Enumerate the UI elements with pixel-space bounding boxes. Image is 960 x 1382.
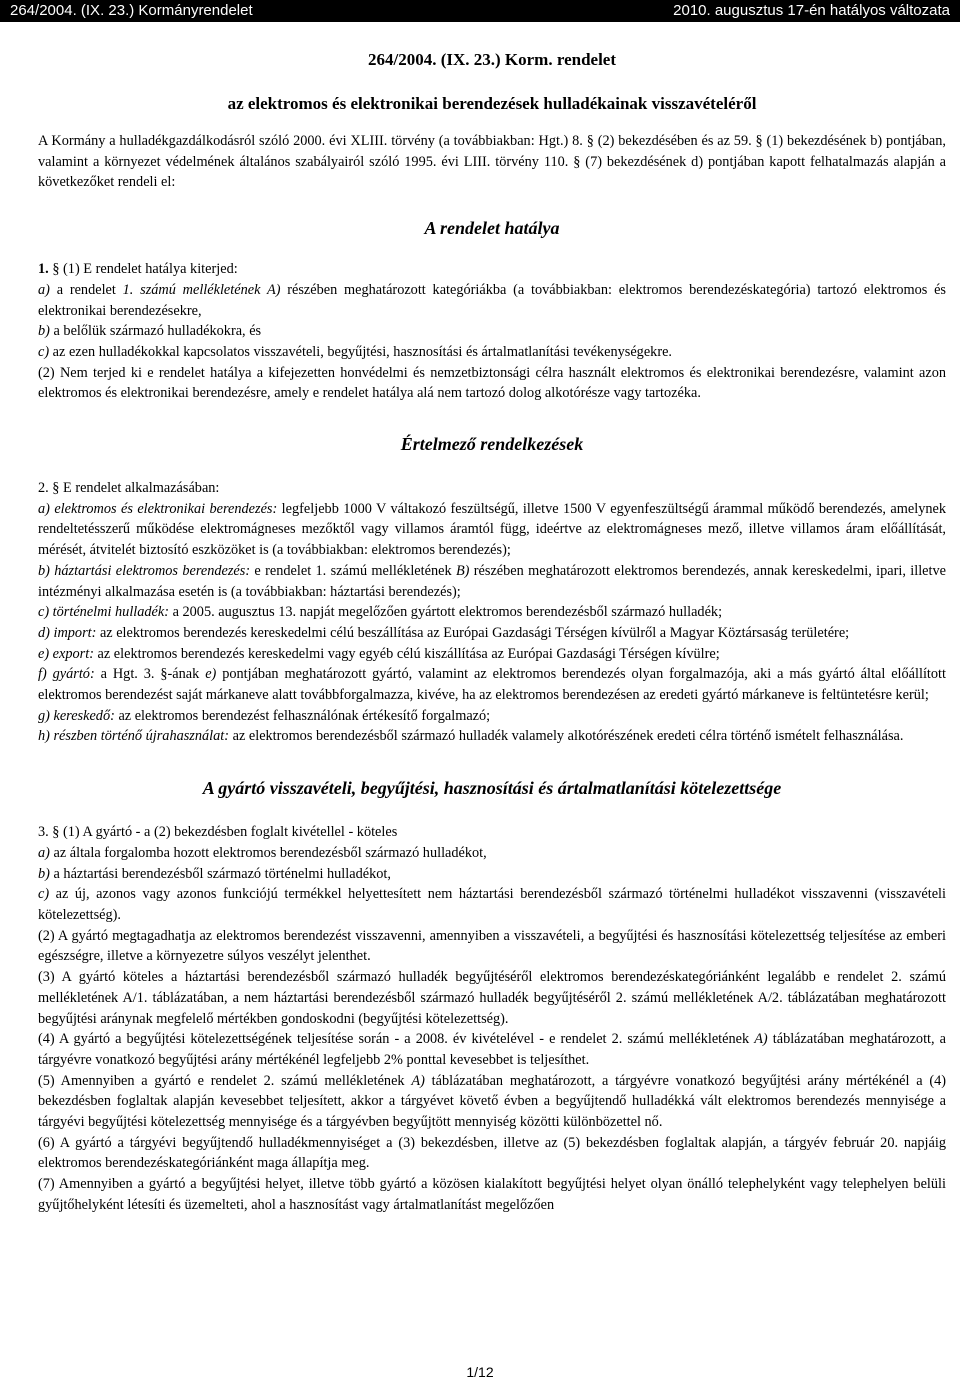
definition-b: b) háztartási elektromos berendezés: e rendelet 1. számú mellékletének B) részében meghatározott elektromos berendezés, annak kereskedelmi, ipari, illetve intézményi alkalmazása esetén is (a továbbiakban: háztartási berendezés); [38, 562, 946, 600]
paragraph-1-2: (2) Nem terjed ki e rendelet hatálya a kifejezetten honvédelmi és nemzetbiztonsági célra használt elektromos és elektronikai berendezésre, valamint azon elektromos és elektronikai berendezésre, amely e rendelet hatálya alá nem tartozó dolog alkotórésze vagy tartozéka. [38, 364, 946, 402]
section-title-obligations: A gyártó visszavételi, begyűjtési, hasznosítási és ártalmatlanítási kötelezettsége [202, 778, 782, 799]
paragraph-3-b: b) a háztartási berendezésből származó történelmi hulladékot, [38, 865, 391, 882]
definition-a: a) elektromos és elektronikai berendezés: legfeljebb 1000 V váltakozó feszültségű, illetve 1500 V egyenfeszültségű árammal működő berendezés, amelynek rendeltetésszerű működése elektromágneses mezőktől vagy villamos áramtól függ, ideértve az elektromágneses mező, illetve villamos áram előállítását, mérését, átvitelét biztosító eszközöket is (a továbbiakban: elektromos berendezés); [38, 500, 946, 559]
paragraph-1-a: a) a rendelet 1. számú mellékletének A) részében meghatározott kategóriákba (a továbbiakban: elektromos berendezéskategória) tartozó elektromos és elektronikai berendezésekre, [38, 281, 946, 319]
paragraph-3-a: a) az általa forgalomba hozott elektromos berendezésből származó hulladékot, [38, 844, 487, 861]
header-left-title: 264/2004. (IX. 23.) Kormányrendelet [10, 2, 253, 19]
page-number: 1/12 [466, 1364, 494, 1380]
header-right-version: 2010. augusztus 17-én hatályos változata [673, 2, 950, 19]
paragraph-3-3: (3) A gyártó köteles a háztartási berendezésből származó hulladék begyűjtéséről elektromos berendezéskategóriánként legalább e rendelet 2. számú mellékletének A/1. táblázatában, a nem háztartási berendezésből származó hulladék begyűjtéséről 2. számú mellékletének A/2. táblázatában meghatározott begyűjtési aránynak megfelelő mértékben gondoskodni (begyűjtési kötelezettség). [38, 969, 946, 1027]
paragraph-1-head: 1. § (1) E rendelet hatálya kiterjed: [38, 261, 238, 278]
paragraph-3-2: (2) A gyártó megtagadhatja az elektromos berendezést visszavenni, amennyiben a visszavételi, a begyűjtési és hasznosítási kötelezettség teljesítése az emberi egészségre, illetve a környezetre súlyos veszélyt jelenthet. [38, 927, 946, 965]
decree-title: 264/2004. (IX. 23.) Korm. rendelet [367, 50, 617, 69]
paragraph-2-head: 2. § E rendelet alkalmazásában: [38, 480, 220, 497]
definition-f: f) gyártó: a Hgt. 3. §-ának e) pontjában meghatározott gyártó, valamint az elektromos berendezés olyan forgalmazója, aki a más gyártó által előállított elektromos berendezést saját márkaneve alatt továbbforgalmazza, kivéve, ha az elektromos berendezésen az eredeti gyártó márkaneve is feltüntetésre kerül; [38, 666, 946, 704]
paragraph-1-b: b) a belőlük származó hulladékokra, és [38, 323, 262, 340]
paragraph-3-7: (7) Amennyiben a gyártó a begyűjtési helyet, illetve több gyártó a közösen kialakított begyűjtési helyet olyan önálló telephelyként vagy telephelyen belüli gyűjtőhelyként létesíti és üzemelteti, ahol a hasznosítást vagy ártalmatlanítást megelőzően [38, 1176, 946, 1213]
paragraph-1-c: c) az ezen hulladékokkal kapcsolatos visszavételi, begyűjtési, hasznosítási és ártalmatlanítási tevékenységekre. [38, 343, 672, 360]
definition-h: h) részben történő újrahasználat: az elektromos berendezésből származó hulladék valamely alkotórészének eredeti célra történő ismételt felhasználása. [38, 728, 904, 745]
paragraph-3-head: 3. § (1) A gyártó - a (2) bekezdésben foglalt kivétellel - köteles [38, 824, 398, 841]
paragraph-3-c: c) az új, azonos vagy azonos funkciójú termékkel helyettesített nem háztartási berendezésből származó történelmi hulladékot visszavenni (visszavételi kötelezettség). [38, 886, 946, 923]
definition-e: e) export: az elektromos berendezés kereskedelmi vagy egyéb célú kiszállítása az Európai Gazdasági Térségen kívülre; [38, 645, 720, 662]
section-title-scope: A rendelet hatálya [424, 218, 560, 239]
definition-g: g) kereskedő: az elektromos berendezést felhasználónak értékesítő forgalmazó; [38, 707, 491, 724]
document-header-bar [0, 0, 960, 22]
paragraph-3-6: (6) A gyártó a tárgyévi begyűjtendő hulladékmennyiséget a (3) bekezdésben, illetve az (5) bekezdésben foglaltak alapján, a tárgyév február 20. napjáig elektromos berendezéskategóriánként maga állapítja meg. [38, 1134, 946, 1172]
paragraph-1-head-text: § (1) E rendelet hatálya kiterjed: [52, 261, 238, 278]
document-body [38, 40, 946, 1216]
preamble: A Kormány a hulladékgazdálkodásról szóló 2000. évi XLIII. törvény (a továbbiakban: Hgt.) 8. § (2) bekezdésében és az 59. § (1) bekezdésének b) pontjában, valamint a környezet védelmének általános szabályairól szóló 1995. évi LIII. törvény 110. § (7) bekezdésének d) pontjában kapott felhatalmazás alapján a következőket rendeli el: [38, 133, 946, 191]
paragraph-3-5: (5) Amennyiben a gyártó e rendelet 2. számú mellékletének A) táblázatában meghatározott, a tárgyévre vonatkozó begyűjtési arány mértékénél a (4) bekezdésben foglaltak alapján kevesebbet teljesített, akkor a tárgyévet követő évben a begyűjtendő hulladékká vált elektromos berendezés mennyisége a tárgyévi begyűjtési kötelezettség mennyisége és a tárgyévben begyűjtött mennyiség közötti különbözettel nő. [38, 1072, 946, 1131]
paragraph-3-4: (4) A gyártó a begyűjtési kötelezettségének teljesítése során - a 2008. év kivételével - e rendelet 2. számú mellékletének A) táblázatában meghatározott, a tárgyévre vonatkozó begyűjtési arány mértékénél legfeljebb 2% ponttal kevesebbet is teljesíthet. [38, 1031, 946, 1068]
definition-c: c) történelmi hulladék: a 2005. augusztus 13. napját megelőzően gyártott elektromos berendezésből származó hulladék; [38, 604, 723, 621]
decree-subtitle: az elektromos és elektronikai berendezések hulladékainak visszavételéről [227, 94, 757, 113]
definition-d: d) import: az elektromos berendezés kereskedelmi célú beszállítása az Európai Gazdasági Térségen kívülről a Magyar Köztársaság területére; [38, 624, 850, 641]
section-title-definitions: Értelmező rendelkezések [400, 434, 584, 455]
